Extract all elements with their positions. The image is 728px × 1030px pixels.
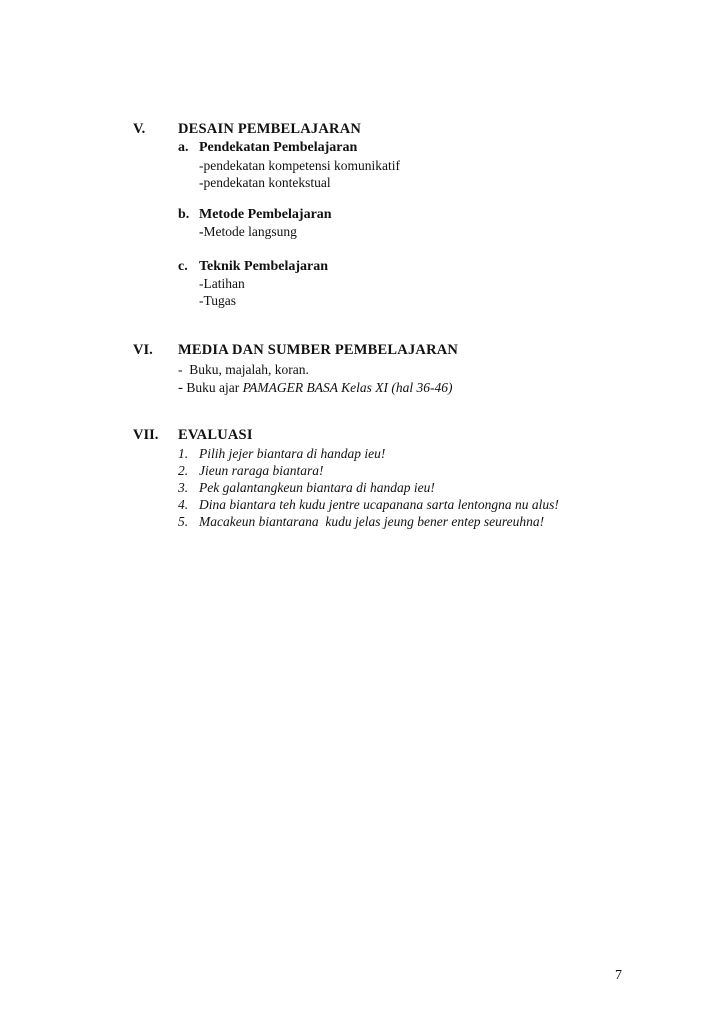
list-item	[199, 223, 297, 240]
list-item	[178, 361, 309, 378]
section-number: VI.	[133, 342, 153, 358]
subsection-label: c.	[178, 259, 188, 274]
section-title: DESAIN PEMBELAJARAN	[178, 121, 362, 137]
list-text: Buku, majalah, koran.	[189, 362, 309, 377]
subsection-label: a.	[178, 140, 189, 155]
subsection-label: b.	[178, 207, 190, 222]
list-item	[178, 379, 452, 397]
section-title: EVALUASI	[178, 427, 253, 443]
section-vii	[133, 427, 693, 537]
question-number: 1.	[178, 446, 189, 461]
section-number: VII.	[133, 427, 159, 443]
list-item: -Tugas	[199, 293, 237, 308]
section-number: V.	[133, 121, 146, 137]
section-v	[133, 121, 653, 321]
question-number: 2.	[178, 463, 189, 478]
list-text: Metode langsung	[203, 224, 297, 239]
question-text: Pilih jejer biantara di handap ieu!	[199, 446, 386, 461]
subsection-title: Pendekatan Pembelajaran	[199, 140, 358, 155]
question-text: Pek galantangkeun biantara di handap ieu!	[199, 480, 435, 495]
question-text: Macakeun biantarana kudu jelas jeung bener entep seureuhna!	[199, 514, 545, 529]
section-vi	[133, 342, 653, 412]
question-number: 4.	[178, 497, 189, 512]
list-dash: -	[199, 224, 204, 239]
list-text: Buku ajar	[186, 380, 243, 395]
question-number: 5.	[178, 514, 189, 529]
list-dash: -	[178, 362, 183, 377]
question-text: Dina biantara teh kudu jentre ucapanana sarta lentongna nu alus!	[199, 497, 559, 512]
list-dash: -	[178, 380, 183, 396]
section-title: MEDIA DAN SUMBER PEMBELAJARAN	[178, 342, 459, 358]
question-number: 3.	[178, 480, 189, 495]
question-text: Jieun raraga biantara!	[199, 463, 324, 478]
book-title: PAMAGER BASA Kelas XI (hal 36-46)	[242, 380, 453, 395]
list-item: -pendekatan kontekstual	[199, 175, 331, 190]
page-number: 7	[615, 968, 622, 983]
subsection-title: Metode Pembelajaran	[199, 207, 332, 222]
subsection-title: Teknik Pembelajaran	[199, 259, 328, 274]
list-item: -pendekatan kompetensi komunikatif	[199, 158, 400, 173]
list-item: -Latihan	[199, 276, 245, 291]
